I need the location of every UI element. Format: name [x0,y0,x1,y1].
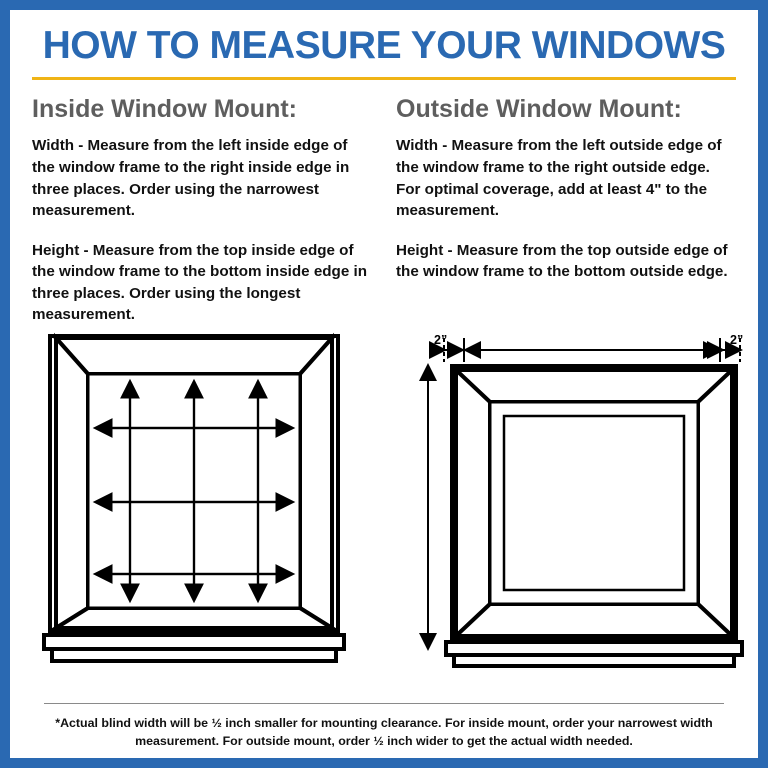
inside-mount-figure [42,332,372,672]
inside-mount-heading: Inside Window Mount: [32,94,298,123]
footnote-text: *Actual blind width will be ½ inch smaller for mounting clearance. For inside mount, order your narrowest width measurement. For outside mount, order ½ inch wider to get the actual width needed. [55,716,713,748]
outside-mount-figure [410,332,750,672]
left-overlap-label: 2” [434,333,448,348]
page-title: HOW TO MEASURE YOUR WINDOWS [42,24,726,67]
footnote-divider [44,703,724,704]
figures-container [32,332,744,682]
inside-mount-width-text: Width - Measure from the left inside edge of the window frame to the right inside edge in three places. Order using the narrowest measurement. [32,137,350,220]
columns-container [32,96,736,326]
column-outside-mount [396,96,736,326]
column-inside-mount [32,96,372,326]
outside-mount-width-text: Width - Measure from the left outside edge of the window frame to the right outside edge. For optimal coverage, add at least 4" to the measurement. [396,137,722,220]
inside-mount-height-text: Height - Measure from the top inside edge of the window frame to the bottom inside edge in three places. Order using the longest measurement. [32,241,367,324]
outside-mount-height-text: Height - Measure from the top outside edge of the window frame to the bottom outside edge. [396,241,728,281]
right-overlap-label: 2” [730,333,744,348]
title-divider [32,77,736,80]
outside-width-dimension [444,338,740,362]
poster-inner [10,10,758,758]
outside-mount-window-diagram [410,332,750,672]
inside-mount-window-diagram [42,332,372,672]
outside-mount-heading: Outside Window Mount: [396,94,682,123]
